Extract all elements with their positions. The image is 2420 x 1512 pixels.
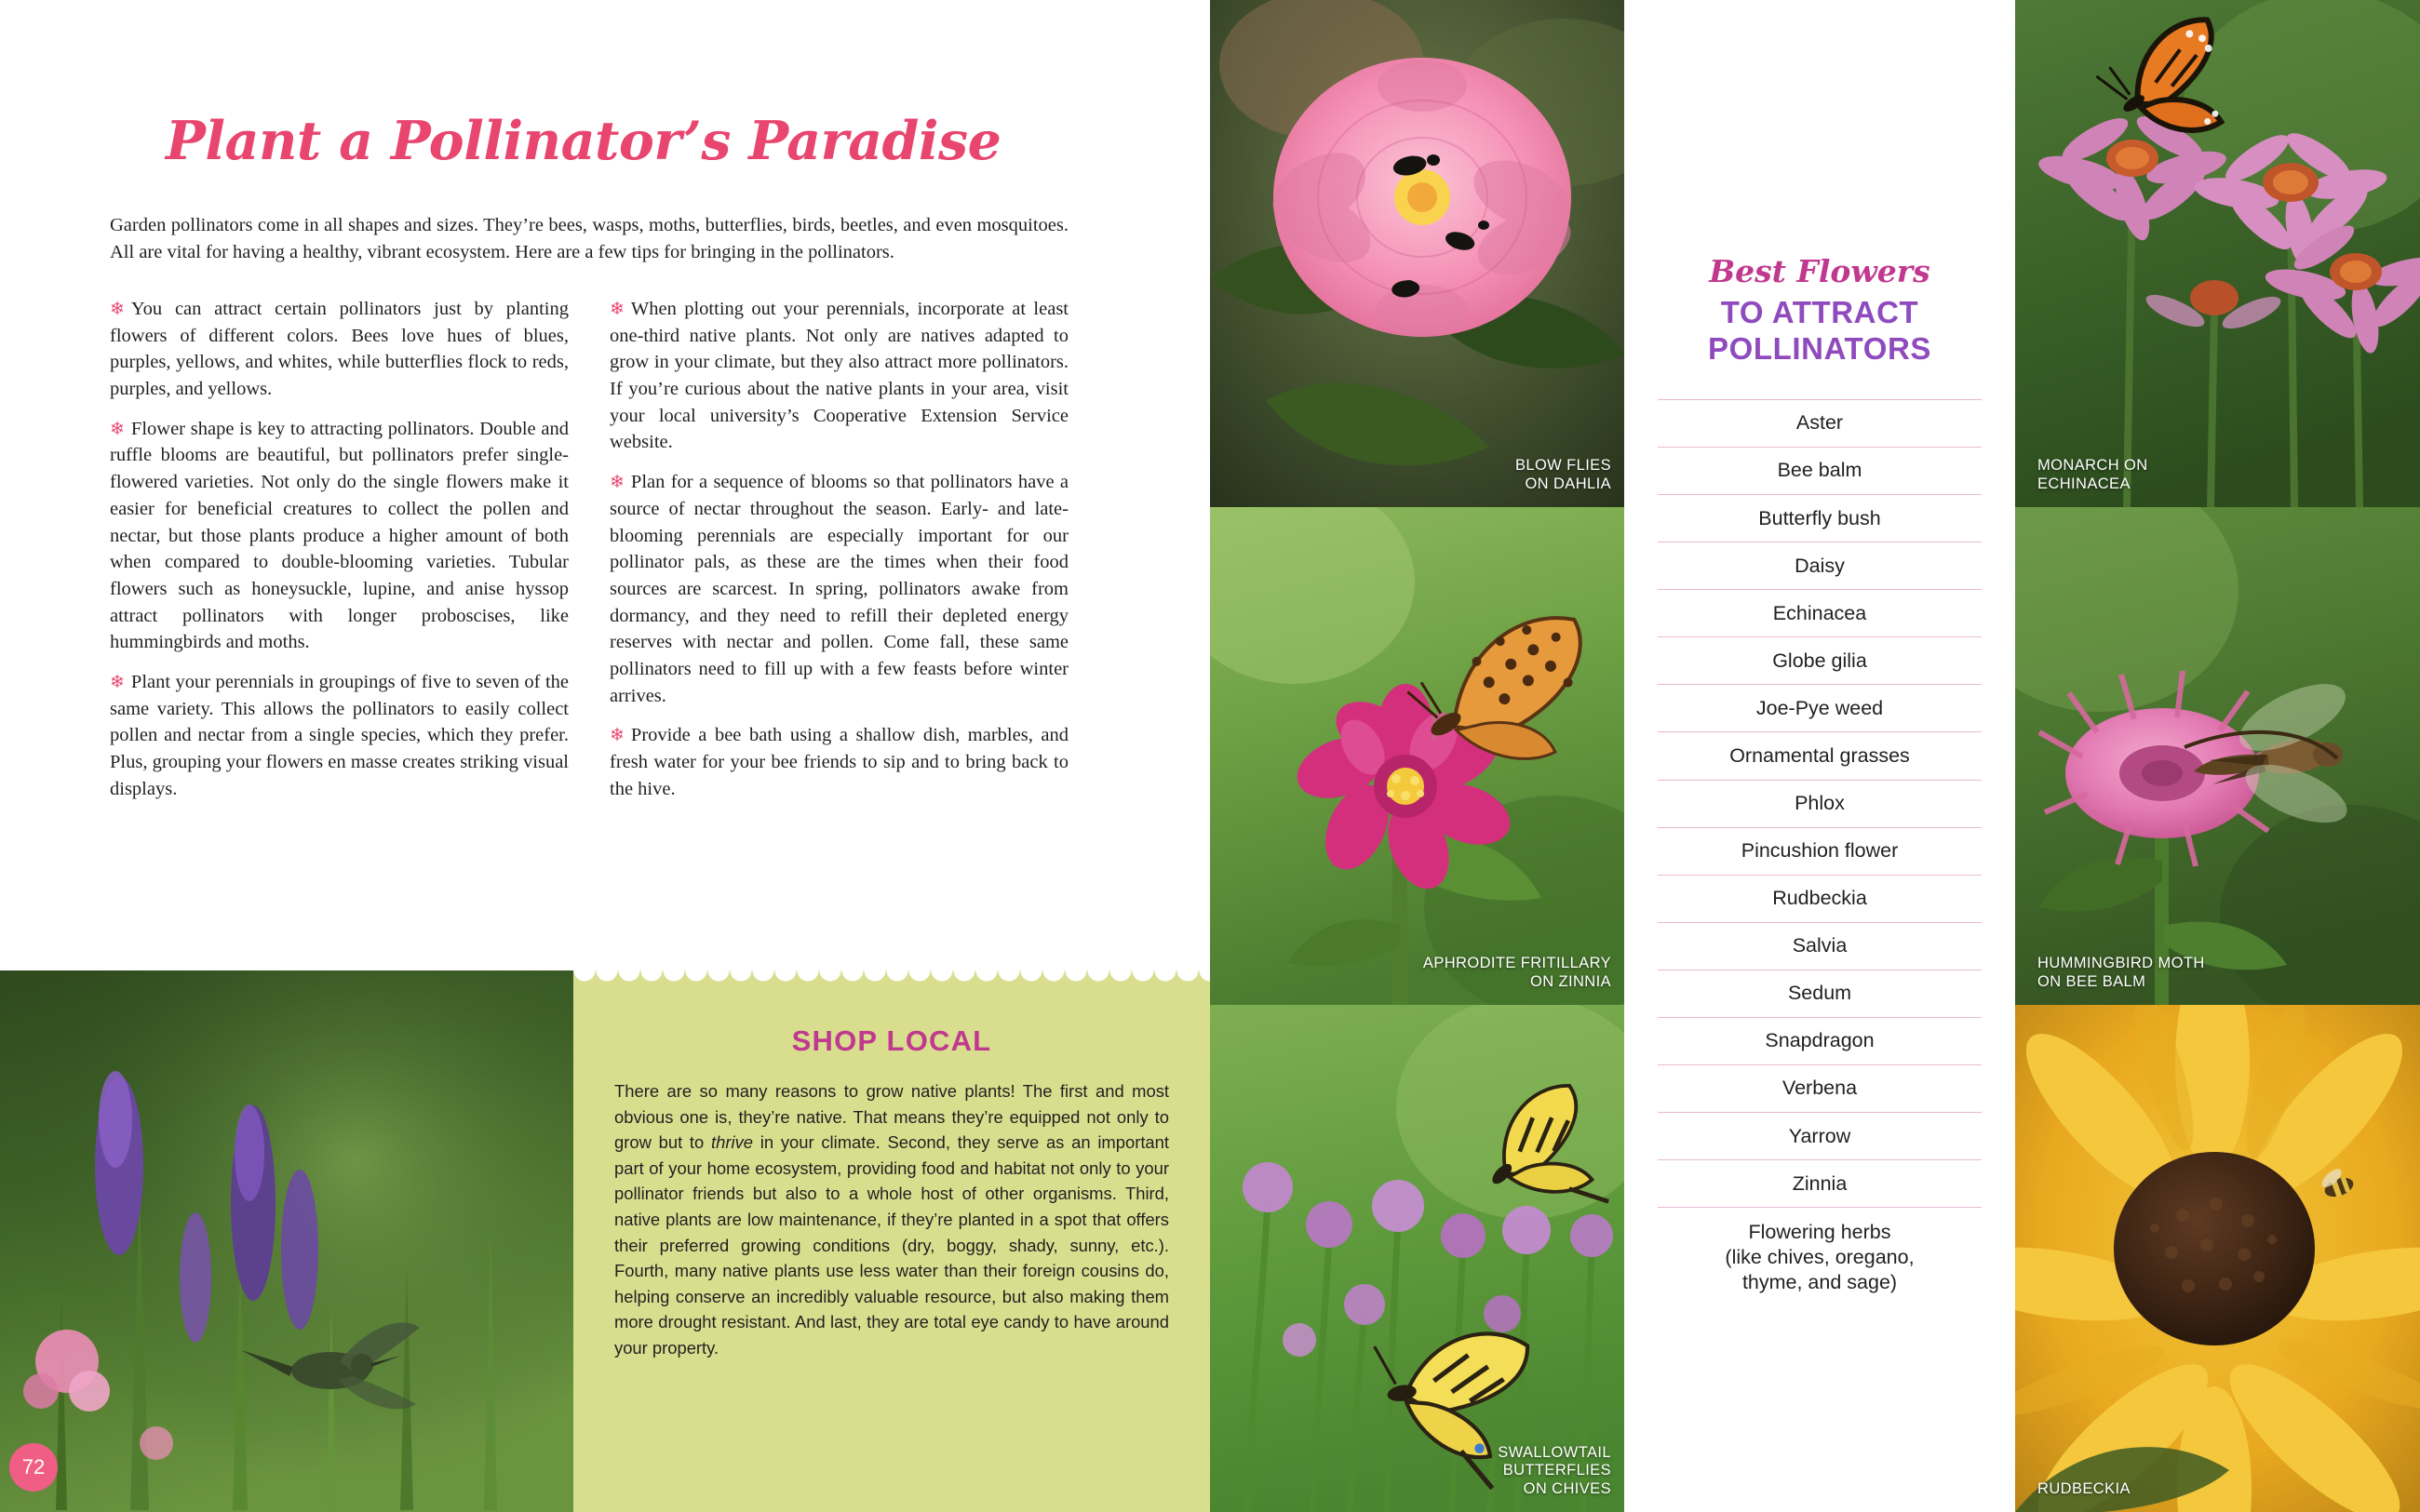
page-number: 72 <box>9 1443 58 1492</box>
list-item: Rudbeckia <box>1658 876 1982 923</box>
flower-bullet-icon: ❄ <box>610 726 625 746</box>
list-item: Echinacea <box>1658 590 1982 637</box>
list-item: Zinnia <box>1658 1160 1982 1208</box>
list-item: Globe gilia <box>1658 637 1982 685</box>
photo-rudbeckia <box>2015 1005 2420 1512</box>
photo-art <box>2015 507 2420 1005</box>
flower-bullet-icon: ❄ <box>110 419 125 439</box>
body-columns <box>110 296 1069 815</box>
sidebar-heading: TO ATTRACT POLLINATORS <box>1707 295 1932 366</box>
list-item: Sedum <box>1658 970 1982 1018</box>
list-item: Ornamental grasses <box>1658 732 1982 780</box>
flower-list <box>1658 399 1982 1302</box>
photo-monarch-on-echinacea <box>2015 0 2420 507</box>
scallop-edge-decoration <box>573 970 1210 989</box>
flower-bullet-icon: ❄ <box>110 300 125 319</box>
photo-hummingbird-lupine <box>0 970 573 1512</box>
shop-local-body: There are so many reasons to grow native plants! The first and most obvious one is, they’re native. That means they’re equipped not only to grow but to thrive in your climate. Second, they serve as an important part of your home ecosystem, providing food and habitat not only to your pollinator friends but also to a whole host of other organisms. Third, native plants are low maintenance, if they’re planted in a spot that offers their preferred growing conditions (dry, boggy, shady, sunny, etc.). Fourth, many native plants use less water than their foreign cousins do, helping conserve an incredibly valuable resource, but also making them more drought resistant. And last, they are total eye candy to have around your property. <box>614 1081 1169 1358</box>
photo-art <box>2015 1005 2420 1512</box>
photo-art <box>1210 507 1624 1005</box>
shop-local-title: SHOP LOCAL <box>791 1024 992 1057</box>
photo-hummingbird-moth-on-bee-balm <box>2015 507 2420 1005</box>
list-item: Verbena <box>1658 1065 1982 1113</box>
list-item: Butterfly bush <box>1658 495 1982 542</box>
flower-bullet-icon: ❄ <box>610 473 625 493</box>
sidebar-script-title: Best Flowers <box>1709 253 1930 289</box>
flower-bullet-icon: ❄ <box>110 672 125 692</box>
photo-art <box>1210 0 1624 507</box>
list-item: Bee balm <box>1658 448 1982 495</box>
list-item: Joe-Pye weed <box>1658 685 1982 732</box>
page-title: Plant a Pollinator’s Paradise <box>166 110 1002 172</box>
photo-caption: MONARCH ON ECHINACEA <box>2037 457 2148 493</box>
body-column-right <box>610 296 1069 815</box>
list-item: Snapdragon <box>1658 1018 1982 1065</box>
photo-art <box>0 970 573 1512</box>
list-item: Daisy <box>1658 542 1982 590</box>
shop-local-panel <box>573 970 1210 1512</box>
best-flowers-sidebar <box>1624 0 2015 1512</box>
photo-art <box>1210 1005 1624 1512</box>
photo-fritillary-on-zinnia <box>1210 507 1624 1005</box>
list-item: Aster <box>1658 399 1982 448</box>
photo-art <box>2015 0 2420 507</box>
list-item: Yarrow <box>1658 1113 1982 1160</box>
photo-caption: APHRODITE FRITILLARY ON ZINNIA <box>1422 955 1611 991</box>
photo-swallowtails-on-chives <box>1210 1005 1624 1512</box>
list-item: Pincushion flower <box>1658 828 1982 876</box>
list-item: Salvia <box>1658 923 1982 970</box>
photo-caption: SWALLOWTAIL BUTTERFLIES ON CHIVES <box>1498 1443 1611 1498</box>
photo-caption: HUMMINGBIRD MOTH ON BEE BALM <box>2037 955 2205 991</box>
flower-bullet-icon: ❄ <box>610 300 625 319</box>
tip-item: ❄ Provide a bee bath using a shallow dish, marbles, and fresh water for your bee friends to sip and to bring back to the hive. <box>610 725 1069 799</box>
list-item-flowering-herbs: Flowering herbs (like chives, oregano, thyme, and sage) <box>1725 1221 1915 1294</box>
photo-blow-flies-on-dahlia <box>1210 0 1624 507</box>
tip-item: ❄ Plant your perennials in groupings of five to seven of the same variety. This allows the pollinators to easily collect pollen and nectar from a single species, which they prefer. Plus, grouping your flowers en masse creates striking visual displays. <box>110 671 569 799</box>
intro-paragraph: Garden pollinators come in all shapes and sizes. They’re bees, wasps, moths, butterflies, birds, beetles, and even mosquitoes. All are vital for having a healthy, vibrant ecosystem. Here are a few tips for bringing in the pollinators. <box>110 215 1069 263</box>
photo-caption: BLOW FLIES ON DAHLIA <box>1514 457 1611 493</box>
tip-item: ❄ When plotting out your perennials, incorporate at least one-third native plants. Not only are natives adapted to grow in your climate, but they also attract more pollinators. If you’re curious about the native plants in your area, visit your local university’s Cooperative Extension Service website. <box>610 299 1069 453</box>
tip-item: ❄ Plan for a sequence of blooms so that pollinators have a source of nectar throughout the season. Early- and late-blooming perennials are especially important for our pollinator pals, as these are the times when their food sources are scarcest. In spring, pollinators awake from dormancy, and they need to refill their depleted energy reserves with nectar and pollen. Come fall, these same pollinators need to fill up with a few feasts before winter arrives. <box>610 472 1069 706</box>
tip-item: ❄ Flower shape is key to attracting pollinators. Double and ruffle blooms are beautiful, but pollinators prefer single-flowered varieties. Not only do the single flowers make it easier for beneficial creatures to collect the pollen and nectar, but those plants produce a higher amount of both when compared to double-blooming varieties. Tubular flowers such as honeysuckle, lupine, and anise hyssop attract pollinators with longer proboscises, like hummingbirds and moths. <box>110 418 569 653</box>
body-column-left <box>110 296 569 815</box>
photo-caption: RUDBECKIA <box>2037 1480 2131 1498</box>
list-item: Phlox <box>1658 781 1982 828</box>
tip-item: ❄ You can attract certain pollinators just by planting flowers of different colors. Bees love hues of blues, purples, yellows, and whites, while butterflies flock to reds, purples, and yellows. <box>110 299 569 400</box>
